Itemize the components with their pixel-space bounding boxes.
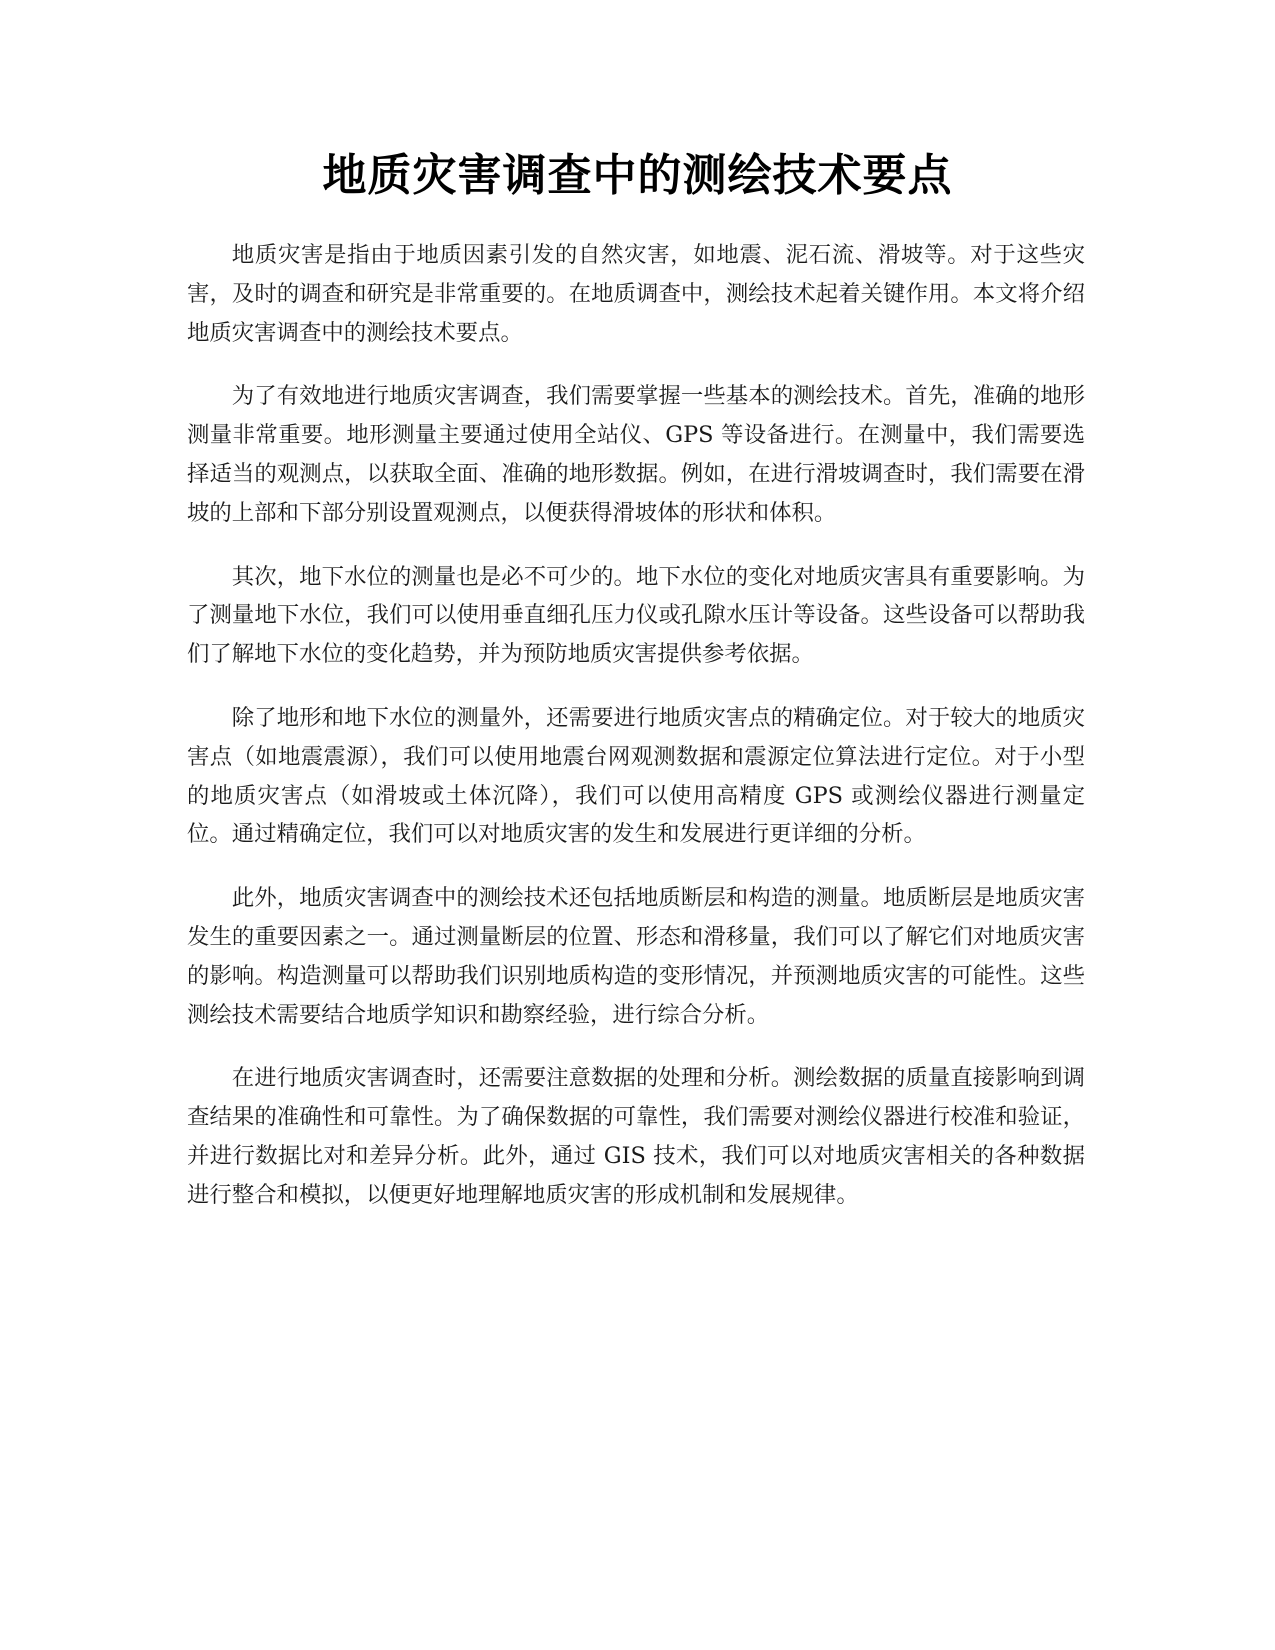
paragraph-2: 为了有效地进行地质灾害调查，我们需要掌握一些基本的测绘技术。首先，准确的地形测量非常重要。地形测量主要通过使用全站仪、GPS 等设备进行。在测量中，我们需要选择适当的观测点，以获取全面、准确的地形数据。例如，在进行滑坡调查时，我们需要在滑坡的上部和下部分别设置观测点，以便获得滑坡体的形状和体积。 — [187, 383, 1085, 526]
document-body — [187, 236, 1085, 1240]
document-title: 地质灾害调查中的测绘技术要点 — [322, 150, 953, 201]
paragraph-6: 在进行地质灾害调查时，还需要注意数据的处理和分析。测绘数据的质量直接影响到调查结果的准确性和可靠性。为了确保数据的可靠性，我们需要对测绘仪器进行校准和验证，并进行数据比对和差异分析。此外，通过 GIS 技术，我们可以对地质灾害相关的各种数据进行整合和模拟，以便更好地理解地质灾害的形成机制和发展规律。 — [187, 1065, 1085, 1208]
paragraph-3: 其次，地下水位的测量也是必不可少的。地下水位的变化对地质灾害具有重要影响。为了测量地下水位，我们可以使用垂直细孔压力仪或孔隙水压计等设备。这些设备可以帮助我们了解地下水位的变化趋势，并为预防地质灾害提供参考依据。 — [187, 563, 1085, 668]
paragraph-1: 地质灾害是指由于地质因素引发的自然灾害，如地震、泥石流、滑坡等。对于这些灾害，及时的调查和研究是非常重要的。在地质调查中，测绘技术起着关键作用。本文将介绍地质灾害调查中的测绘技术要点。 — [187, 242, 1085, 346]
paragraph-4: 除了地形和地下水位的测量外，还需要进行地质灾害点的精确定位。对于较大的地质灾害点（如地震震源），我们可以使用地震台网观测数据和震源定位算法进行定位。对于小型的地质灾害点（如滑坡或土体沉降），我们可以使用高精度 GPS 或测绘仪器进行测量定位。通过精确定位，我们可以对地质灾害的发生和发展进行更详细的分析。 — [187, 704, 1085, 848]
paragraph-5: 此外，地质灾害调查中的测绘技术还包括地质断层和构造的测量。地质断层是地质灾害发生的重要因素之一。通过测量断层的位置、形态和滑移量，我们可以了解它们对地质灾害的影响。构造测量可以帮助我们识别地质构造的变形情况，并预测地质灾害的可能性。这些测绘技术需要结合地质学知识和勘察经验，进行综合分析。 — [187, 885, 1085, 1028]
